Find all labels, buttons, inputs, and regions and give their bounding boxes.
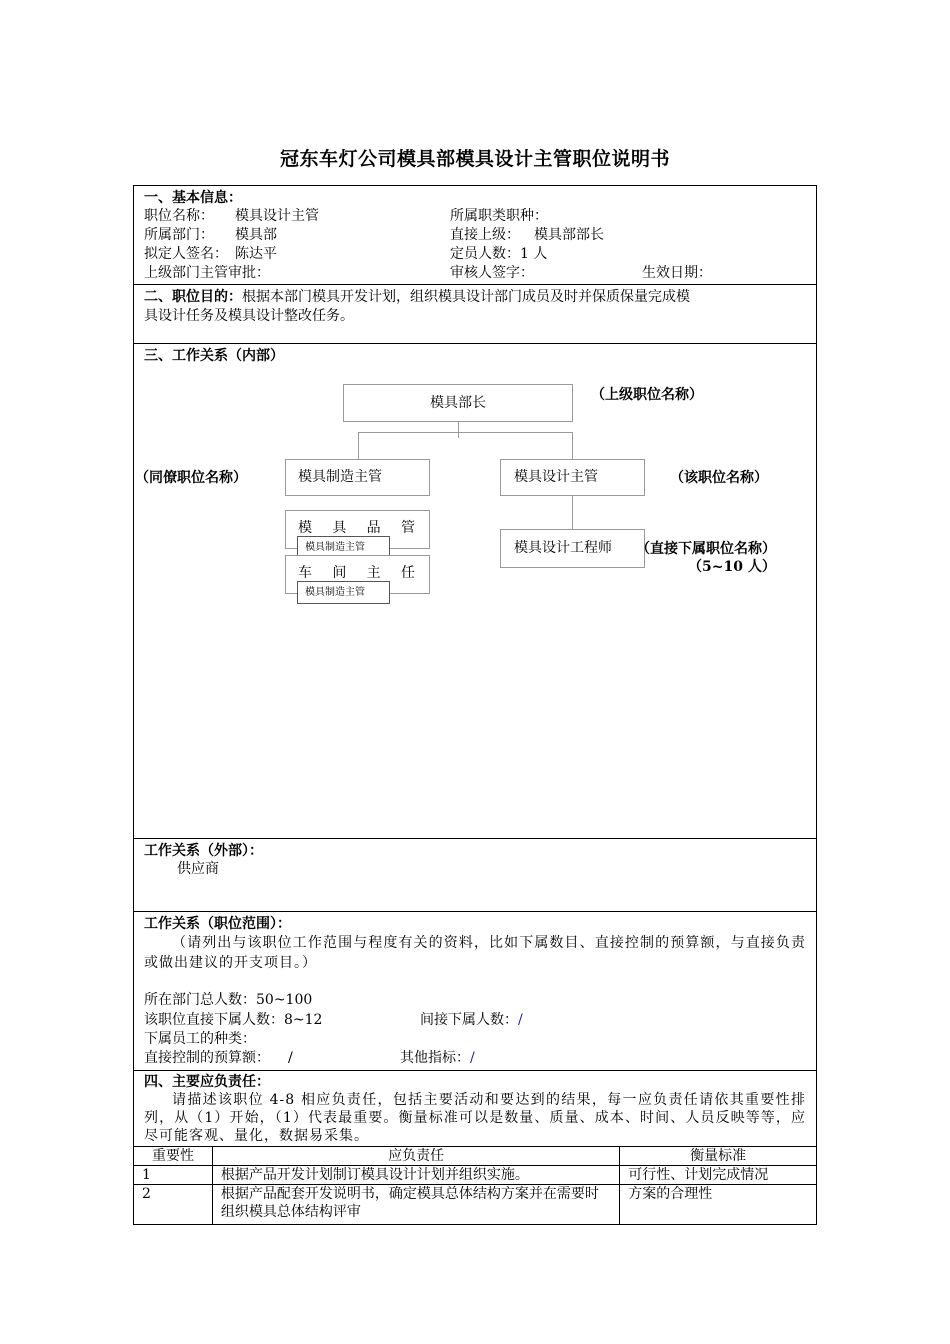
responsibilities-section	[133, 1070, 817, 1147]
org-box-manufacturing-supervisor	[285, 459, 430, 496]
quality-char-3: 品	[366, 520, 381, 536]
scope-section	[133, 911, 817, 1071]
other-value: /	[470, 1050, 475, 1066]
direct-sub-line	[144, 1011, 322, 1029]
connector-right-drop	[572, 432, 573, 460]
row-rank: 2	[134, 1185, 213, 1225]
workshop-char-3: 主	[366, 565, 381, 581]
peer-note: （同僚职位名称）	[135, 470, 247, 486]
basic-info-heading: 一、基本信息：	[144, 190, 242, 206]
external-relations-heading: 工作关系（外部）：	[144, 843, 263, 859]
effective-date-label: 生效日期：	[642, 265, 712, 281]
purpose-text-2: 具设计任务及模具设计整改任务。	[144, 308, 354, 324]
indirect-sub-line	[420, 1011, 523, 1029]
budget-line	[144, 1049, 293, 1067]
department-label: 所属部门：	[144, 227, 214, 243]
org-sub-label-workshop: 模具制造主管	[297, 581, 390, 604]
responsibilities-instruction: 请描述该职位 4-8 相应负责任，包括主要活动和要达到的结果，每一应负责任请依其重要性排列，从（1）开始，（1）代表最重要。衡量标准可以是数量、质量、成本、时间、人员反映等等，应尽可能客观、量化，数据易采集。	[144, 1092, 806, 1144]
purpose-heading: 二、职位目的：	[144, 289, 242, 305]
org-box-department-head	[343, 384, 573, 422]
org-sub-label-quality: 模具制造主管	[297, 536, 390, 559]
quality-char-1: 模	[298, 520, 312, 536]
org-box-workshop-label	[298, 564, 415, 582]
connector-left-drop	[358, 432, 359, 460]
org-box-manufacturing-supervisor-label: 模具制造主管	[298, 469, 382, 485]
column-header-rank: 重要性	[134, 1147, 213, 1166]
connector-to-subordinate	[572, 496, 573, 530]
purpose-text-1: 根据本部门模具开发计划，组织模具设计部门成员及时并保质保量完成模	[242, 289, 690, 305]
direct-sub-label: 该职位直接下属人数：	[144, 1012, 284, 1028]
position-name-value: 模具设计主管	[235, 208, 319, 224]
department-value: 模具部	[235, 227, 277, 243]
position-name-label: 职位名称：	[144, 208, 214, 224]
responsibilities-table	[133, 1146, 817, 1225]
other-line	[400, 1049, 475, 1067]
table-row	[134, 1185, 817, 1225]
self-position-note: （该职位名称）	[670, 470, 768, 486]
sub-types-label: 下属员工的种类：	[144, 1031, 256, 1047]
drafter-label: 拟定人签名：	[144, 246, 228, 262]
workshop-char-4: 任	[400, 565, 415, 581]
org-box-design-engineer	[500, 529, 645, 568]
internal-relations-heading: 三、工作关系（内部）	[144, 348, 284, 364]
subordinate-note: （直接下属职位名称）	[636, 541, 776, 557]
purpose-section	[133, 284, 817, 344]
reviewer-label: 审核人签字：	[450, 265, 534, 281]
approval-label: 上级部门主管审批：	[144, 265, 270, 281]
external-relations-value: 供应商	[177, 861, 219, 877]
external-relations-section	[133, 838, 817, 912]
headcount-value: 1 人	[520, 246, 548, 262]
purpose-line1	[144, 288, 690, 306]
responsibilities-heading: 四、主要应负责任：	[144, 1074, 270, 1090]
table-header-row	[134, 1147, 817, 1166]
headcount-label: 定员人数：	[450, 246, 520, 262]
superior-note: （上级职位名称）	[591, 387, 703, 403]
org-box-quality-label	[298, 519, 415, 537]
quality-char-4: 管	[400, 520, 415, 536]
column-header-standard: 衡量标准	[620, 1147, 817, 1166]
column-header-duty: 应负责任	[212, 1147, 619, 1166]
row-standard: 可行性、计划完成情况	[620, 1166, 817, 1185]
org-box-department-head-label: 模具部长	[430, 395, 486, 411]
basic-info-section	[133, 185, 817, 285]
other-label: 其他指标：	[400, 1050, 470, 1066]
drafter-value: 陈达平	[235, 246, 277, 262]
row-duty: 根据产品开发计划制订模具设计计划并组织实施。	[212, 1166, 619, 1185]
supervisor-value: 模具部部长	[534, 227, 604, 243]
indirect-sub-value: /	[518, 1012, 523, 1028]
workshop-char-2: 间	[332, 565, 347, 581]
connector-vertical-top	[458, 421, 459, 438]
subordinate-count-note: （5~10 人）	[688, 559, 776, 575]
connector-horizontal	[358, 432, 573, 433]
row-standard: 方案的合理性	[620, 1185, 817, 1225]
page-title: 冠东车灯公司模具部模具设计主管职位说明书	[279, 148, 670, 170]
scope-heading: 工作关系（职位范围）：	[144, 916, 291, 932]
budget-label: 直接控制的预算额：	[144, 1050, 270, 1066]
org-box-design-supervisor	[500, 459, 645, 496]
org-box-design-engineer-label: 模具设计工程师	[514, 540, 612, 556]
scope-instruction: （请列出与该职位工作范围与程度有关的资料，比如下属数目、直接控制的预算额，与直接负责或做出建议的开支项目。）	[144, 935, 806, 971]
dept-total-label: 所在部门总人数：	[144, 992, 256, 1008]
workshop-char-1: 车	[298, 565, 312, 581]
supervisor-label: 直接上级：	[450, 227, 520, 243]
dept-total-value: 50~100	[256, 992, 313, 1008]
row-duty: 根据产品配套开发说明书，确定模具总体结构方案并在需要时组织模具总体结构评审	[212, 1185, 619, 1225]
category-label: 所属职类职种：	[450, 208, 548, 224]
table-row	[134, 1166, 817, 1185]
quality-char-2: 具	[332, 520, 347, 536]
direct-sub-value: 8~12	[284, 1012, 323, 1028]
indirect-sub-label: 间接下属人数：	[420, 1012, 518, 1028]
org-box-design-supervisor-label: 模具设计主管	[514, 469, 598, 485]
budget-value: /	[288, 1050, 293, 1066]
row-rank: 1	[134, 1166, 213, 1185]
dept-total-line	[144, 991, 312, 1009]
